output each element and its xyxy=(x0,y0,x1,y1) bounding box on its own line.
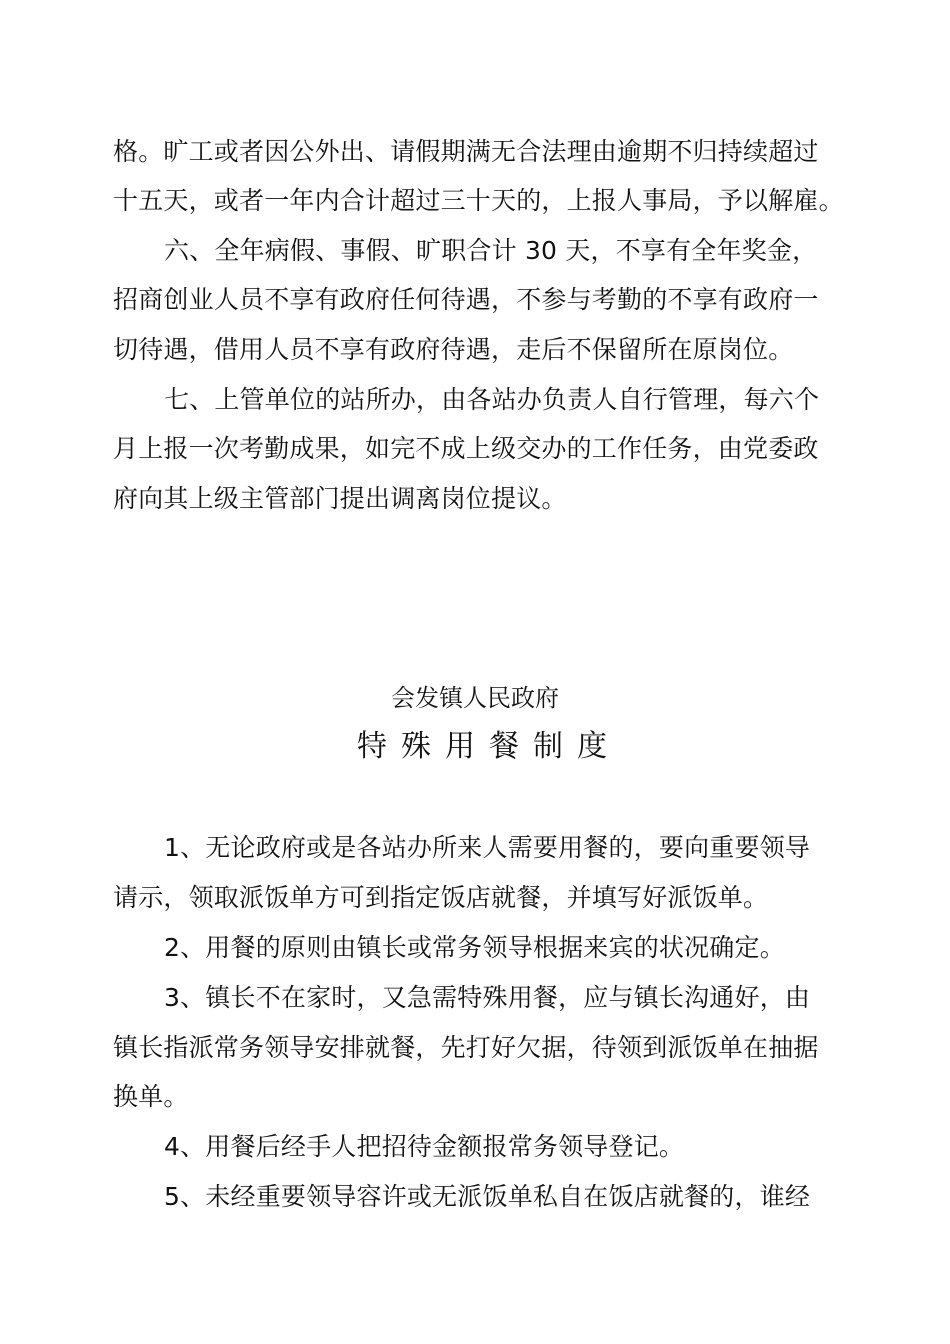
paragraph-line: 招商创业人员不享有政府任何待遇，不参与考勤的不享有政府一 xyxy=(113,285,819,314)
paragraph-line: 4、用餐后经手人把招待金额报常务领导登记。 xyxy=(164,1132,685,1161)
paragraph-line: 七、上管单位的站所办，由各站办负责人自行管理，每六个 xyxy=(164,385,820,414)
paragraph-line: 请示，领取派饭单方可到指定饭店就餐，并填写好派饭单。 xyxy=(113,883,769,912)
paragraph-line: 切待遇，借用人员不享有政府待遇，走后不保留所在原岗位。 xyxy=(113,335,794,364)
paragraph-line: 月上报一次考勤成果，如完不成上级交办的工作任务，由党委政 xyxy=(113,434,819,463)
paragraph-line: 3、镇长不在家时，又急需特殊用餐，应与镇长沟通好，由 xyxy=(164,983,811,1012)
paragraph-line: 六、全年病假、事假、旷职合计 30 天，不享有全年奖金， xyxy=(164,236,818,265)
paragraph-line: 5、未经重要领导容许或无派饭单私自在饭店就餐的，谁经 xyxy=(164,1182,811,1211)
paragraph-line: 换单。 xyxy=(113,1082,189,1111)
document-title: 特殊用餐制度 xyxy=(357,729,621,764)
paragraph-line: 格。旷工或者因公外出、请假期满无合法理由逾期不归持续超过 xyxy=(113,137,819,166)
paragraph-line: 十五天，或者一年内合计超过三十天的，上报人事局，予以解雇。 xyxy=(113,186,844,215)
document-org-name: 会发镇人民政府 xyxy=(391,684,559,712)
paragraph-line: 镇长指派常务领导安排就餐，先打好欠据，待领到派饭单在抽据 xyxy=(113,1033,819,1062)
paragraph-line: 府向其上级主管部门提出调离岗位提议。 xyxy=(113,484,567,513)
paragraph-line: 1、无论政府或是各站办所来人需要用餐的，要向重要领导 xyxy=(164,833,811,862)
paragraph-line: 2、用餐的原则由镇长或常务领导根据来宾的状况确定。 xyxy=(164,933,785,962)
